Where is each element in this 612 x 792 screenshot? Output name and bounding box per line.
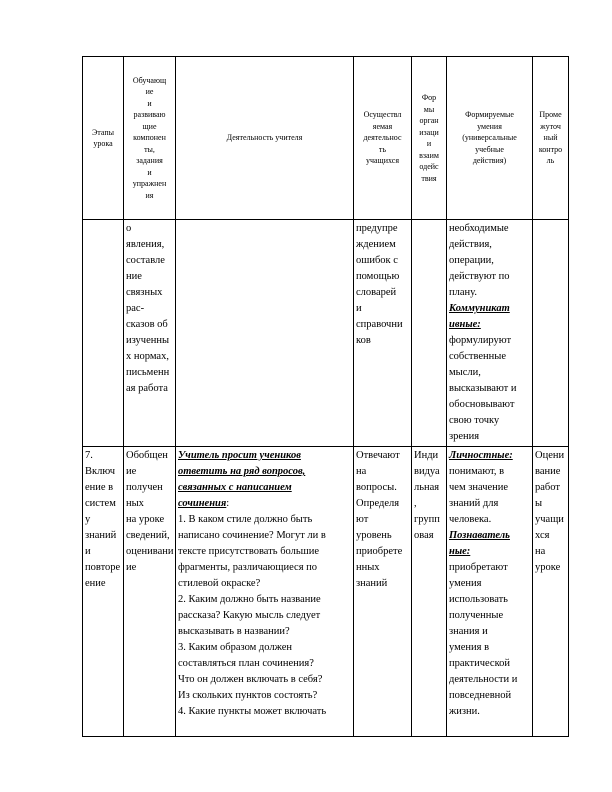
header-forms: Фор мы орган изаци и взаим одейс твия [412, 57, 447, 220]
header-teacher-activity: Деятельность учителя [176, 57, 354, 220]
cell-forms: Инди видуа льная , групп овая [412, 447, 447, 737]
table-row-stage-7 [83, 447, 569, 737]
header-skills: Формируемые умения (универсальные учебные действия) [447, 57, 533, 220]
cell-components: Обобщен ие получен ных на уроке сведений, оценивани ие [124, 447, 176, 737]
header-components: Обучающ ие и развиваю щие компонен ты, задания и упражнен ия [124, 57, 176, 220]
cell-stage: 7. Включ ение в систем у знаний и повторе ение [83, 447, 124, 737]
cell-student-activity: Отвечают на вопросы. Определя ют уровень приобрете нных знаний [354, 447, 412, 737]
teacher-task-intro: Учитель просит учеников [178, 450, 301, 461]
table-header-row [83, 57, 569, 220]
cell-control: Оцени вание работ ы учащи хся на уроке [533, 447, 569, 737]
header-stages: Этапы урока [83, 57, 124, 220]
cell-stage [83, 220, 124, 447]
cell-skills: необходимые действия, операции, действуют по плану. Коммуникат ивные: формулируют собственные мысли, высказывают и обосновывают свою точку зрения [447, 220, 533, 447]
header-student-activity: Осуществл яемая деятельнос ть учащихся [354, 57, 412, 220]
header-control: Проме жуточ ный контро ль [533, 57, 569, 220]
lesson-plan-table [82, 56, 569, 737]
cell-teacher-activity: Учитель просит учеников ответить на ряд вопросов, связанных с написанием сочинения: 1. В каком стиле должно быть написано сочинение? Могут ли в тексте присутствовать большие фрагменты, различающиеся по стилевой окраске? 2. Каким должно быть название рассказа? Какую мысль следует высказывать в названии? 3. Каким образом должен составляться план сочинения? Что он должен включать в себя? Из скольких пунктов состоять? 4. Какие пункты может включать [176, 447, 354, 737]
cognitive-heading: Познаватель [449, 530, 510, 541]
cell-skills: Личностные: понимают, в чем значение знаний для человека. Познаватель ные: приобретают умения использовать полученные знания и умения в практической деятельности и повседневной жизни. [447, 447, 533, 737]
communicative-heading: Коммуникат [449, 303, 510, 314]
table-row-continuation [83, 220, 569, 447]
cell-forms [412, 220, 447, 447]
cell-control [533, 220, 569, 447]
cell-components: о явления, составле ние связных рас- сказов об изученны х нормах, письменн ая работа [124, 220, 176, 447]
personal-heading: Личностные: [449, 450, 513, 461]
cell-student-activity: предупре ждением ошибок с помощью словарей и справочни ков [354, 220, 412, 447]
cell-teacher-activity [176, 220, 354, 447]
